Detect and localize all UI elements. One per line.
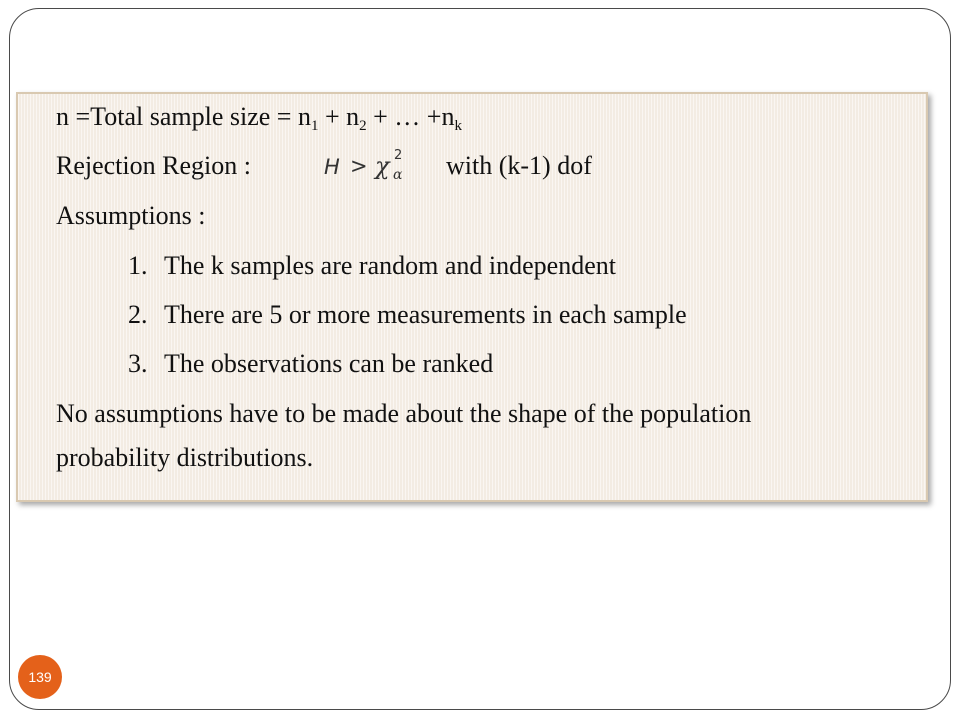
formula-h: H <box>324 155 340 179</box>
assumption-number: 3. <box>128 349 148 378</box>
sample-size-prefix: n =Total sample size = n <box>56 102 311 131</box>
with-dof-text: with (k-1) dof <box>446 151 592 180</box>
assumption-item-3 <box>128 349 493 379</box>
sample-size-rest: + … +n <box>366 102 455 131</box>
content-box <box>16 92 928 502</box>
assumptions-title: Assumptions : <box>56 201 206 230</box>
formula-chi: χ <box>375 152 390 180</box>
assumption-text: There are 5 or more measurements in each sample <box>164 300 687 329</box>
assumption-item-2 <box>128 300 687 330</box>
sample-size-line <box>56 102 462 141</box>
assumption-item-1 <box>128 251 616 281</box>
formula-sub: α <box>393 167 403 182</box>
assumption-text: The k samples are random and independent <box>164 251 616 280</box>
subscript-1: 1 <box>310 118 319 134</box>
note-line-2: probability distributions. <box>56 443 314 472</box>
assumption-text: The observations can be ranked <box>164 349 494 378</box>
formula-sup: 2 <box>394 148 403 163</box>
assumption-number: 2. <box>128 300 148 329</box>
sample-size-plus: + n <box>318 102 360 131</box>
assumption-number: 1. <box>128 251 148 280</box>
page-number-badge: 139 <box>18 655 62 699</box>
subscript-2: 2 <box>359 118 367 134</box>
rejection-formula <box>320 144 420 182</box>
subscript-k: k <box>454 118 462 134</box>
note-line-1: No assumptions have to be made about the shape of the population <box>56 399 752 428</box>
rejection-region-line <box>56 151 251 181</box>
formula-gt: > <box>350 154 368 178</box>
rejection-label: Rejection Region : <box>56 151 251 180</box>
